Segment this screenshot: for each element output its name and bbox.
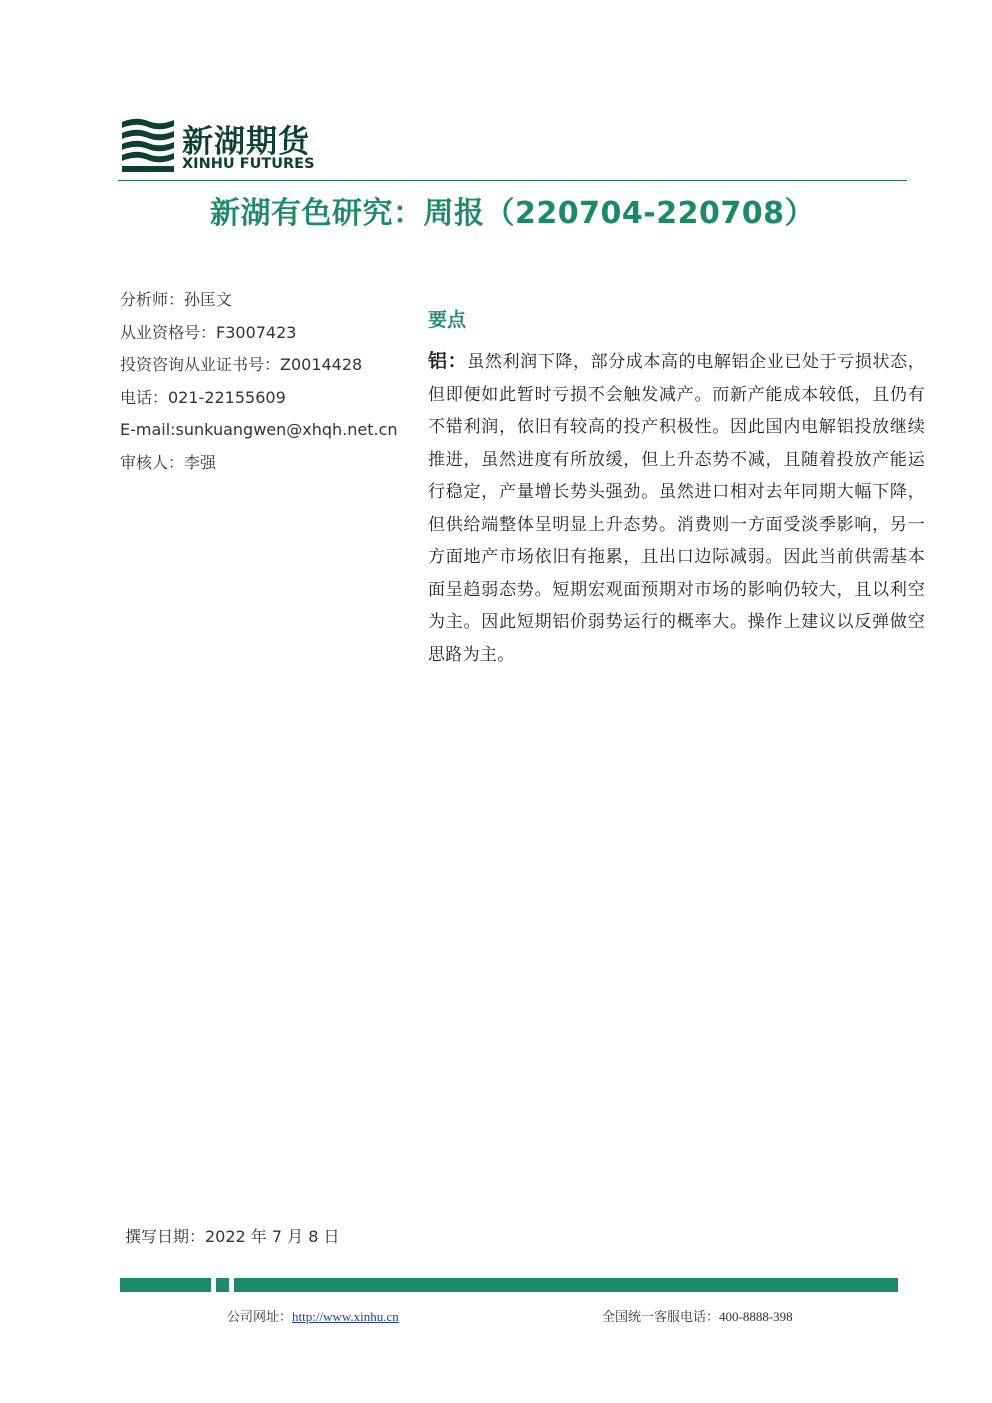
certificate-number: 投资咨询从业证书号：Z0014428 (120, 355, 363, 374)
brand-name-cn: 新湖期货 (182, 124, 310, 160)
footer-service-phone: 全国统一客服电话：400-8888-398 (602, 1309, 793, 1324)
email-address[interactable]: E-mail:sunkuangwen@xhqh.net.cn (120, 420, 398, 439)
key-points-heading: 要点 (428, 309, 467, 331)
key-points-label: 铝： (428, 350, 468, 372)
footer-bar-segment (234, 1278, 898, 1292)
footer-bar-segment (120, 1278, 211, 1292)
written-date: 撰写日期：2022 年 7 月 8 日 (125, 1227, 340, 1246)
qualification-number: 从业资格号：F3007423 (120, 322, 297, 342)
footer-bar-segment (216, 1278, 229, 1292)
footer-bar (120, 1278, 898, 1292)
analyst-name: 分析师：孙匡文 (120, 290, 233, 309)
footer-site-label: 公司网址： (227, 1309, 293, 1324)
key-points-text: 虽然利润下降，部分成本高的电解铝企业已处于亏损状态，但即便如此暂时亏损不会触发减产。而新产能成本较低，且仍有不错利润，依旧有较高的投产积极性。因此国内电解铝投放继续推进，虽然进度有所放缓，但上升态势不减，且随着投放产能运行稳定，产量增长势头强劲。虽然进口相对去年同期大幅下降，但供给端整体呈明显上升态势。消费则一方面受淡季影响，另一方面地产市场依旧有拖累，且出口边际减弱。因此当前供需基本面呈趋弱态势。短期宏观面预期对市场的影响仍较大，且以利空为主。因此短期铝价弱势运行的概率大。操作上建议以反弹做空思路为主。 (428, 352, 925, 665)
header-divider (118, 180, 907, 181)
key-points-paragraph (428, 345, 925, 671)
wave-stack-logo-icon (120, 116, 176, 174)
website-link[interactable]: http://www.xinhu.cn (292, 1309, 399, 1324)
company-logo (120, 116, 320, 176)
footer-website (227, 1306, 399, 1325)
reviewer-name: 审核人：李强 (120, 452, 217, 472)
analyst-info (120, 288, 420, 483)
report-title: 新湖有色研究：周报（220704-220708） (210, 196, 815, 231)
phone-number: 电话：021-22155609 (120, 387, 286, 407)
brand-name-en: XINHU FUTURES (182, 156, 315, 172)
